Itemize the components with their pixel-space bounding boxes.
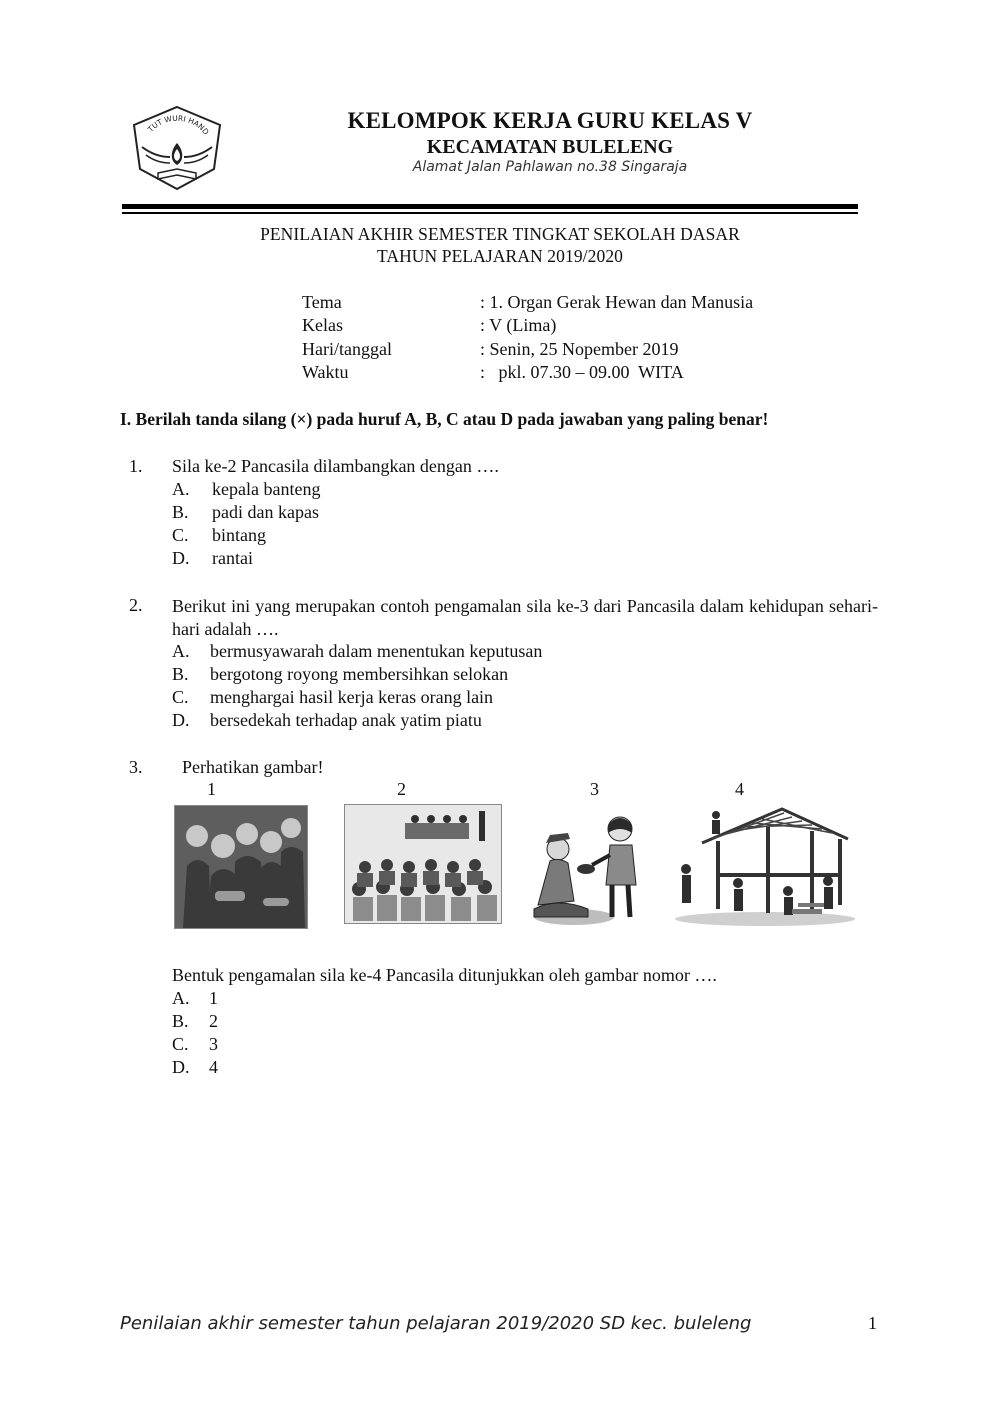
image-number-1: 1: [207, 779, 216, 799]
page-number: 1: [868, 1313, 877, 1333]
question-2-option-a-letter[interactable]: A.: [172, 641, 190, 661]
question-1-text: Sila ke-2 Pancasila dilambangkan dengan ….: [172, 456, 499, 476]
picture-3-giving-alms: [528, 805, 656, 927]
question-1-option-b-letter[interactable]: B.: [172, 502, 189, 522]
image-number-4: 4: [735, 779, 744, 799]
question-1-option-a[interactable]: kepala banteng: [212, 479, 321, 499]
question-2-option-c[interactable]: menghargai hasil kerja keras orang lain: [210, 687, 494, 707]
org-subtitle: KECAMATAN BULELENG: [426, 136, 674, 158]
question-3-option-d-letter[interactable]: D.: [172, 1057, 190, 1077]
question-3-followup: Bentuk pengamalan sila ke-4 Pancasila ditunjukkan oleh gambar nomor ….: [172, 965, 717, 985]
question-3-option-a[interactable]: 1: [209, 988, 218, 1008]
question-2-option-d-letter[interactable]: D.: [172, 710, 190, 730]
question-3-option-c[interactable]: 3: [209, 1034, 218, 1054]
question-1-option-c-letter[interactable]: C.: [172, 525, 189, 545]
picture-2-meeting: [344, 804, 502, 924]
question-2-option-d[interactable]: bersedekah terhadap anak yatim piatu: [210, 710, 482, 730]
header-divider-thin: [122, 212, 858, 214]
meta-value-hari: : Senin, 25 Nopember 2019: [480, 339, 679, 359]
question-3-option-d[interactable]: 4: [209, 1057, 218, 1077]
meta-value-waktu: : pkl. 07.30 – 09.00 WITA: [480, 362, 684, 382]
question-1-option-d[interactable]: rantai: [212, 548, 253, 568]
image-number-2: 2: [397, 779, 406, 799]
picture-1-group-people: [174, 805, 308, 929]
question-3-option-b-letter[interactable]: B.: [172, 1011, 189, 1031]
picture-4-house-building: [672, 805, 858, 927]
question-1-option-a-letter[interactable]: A.: [172, 479, 190, 499]
meta-label-hari: Hari/tanggal: [302, 339, 392, 359]
meta-label-tema: Tema: [302, 292, 342, 312]
question-1-option-c[interactable]: bintang: [212, 525, 266, 545]
question-3-option-b[interactable]: 2: [209, 1011, 218, 1031]
meta-label-waktu: Waktu: [302, 362, 349, 382]
meta-value-kelas: : V (Lima): [480, 315, 557, 335]
question-3-text: Perhatikan gambar!: [182, 757, 324, 777]
question-2-option-b-letter[interactable]: B.: [172, 664, 189, 684]
question-1-number: 1.: [129, 456, 143, 476]
exam-title: PENILAIAN AKHIR SEMESTER TINGKAT SEKOLAH DASAR: [260, 224, 740, 244]
question-2-option-b[interactable]: bergotong royong membersihkan selokan: [210, 664, 509, 684]
image-number-3: 3: [590, 779, 599, 799]
header-divider-thick: [122, 204, 858, 209]
question-3-number: 3.: [129, 757, 143, 777]
page-footer: Penilaian akhir semester tahun pelajaran 2019/2020 SD kec. buleleng: [120, 1313, 752, 1334]
question-1-option-b[interactable]: padi dan kapas: [212, 502, 319, 522]
question-2-option-a[interactable]: bermusyawarah dalam menentukan keputusan: [210, 641, 543, 661]
section-instruction: I. Berilah tanda silang (×) pada huruf A, B, C atau D pada jawaban yang paling benar!: [120, 409, 769, 429]
question-2-number: 2.: [129, 595, 143, 615]
question-2-text: Berikut ini yang merupakan contoh pengamalan sila ke-3 dari Pancasila dalam kehidupan sehari-hari adalah ….: [172, 596, 878, 639]
org-address: Alamat Jalan Pahlawan no.38 Singaraja: [412, 159, 688, 175]
question-1-option-d-letter[interactable]: D.: [172, 548, 190, 568]
question-2-option-c-letter[interactable]: C.: [172, 687, 189, 707]
question-3-option-c-letter[interactable]: C.: [172, 1034, 189, 1054]
meta-value-tema: : 1. Organ Gerak Hewan dan Manusia: [480, 292, 754, 312]
meta-label-kelas: Kelas: [302, 315, 343, 335]
question-3-option-a-letter[interactable]: A.: [172, 988, 190, 1008]
org-title: KELOMPOK KERJA GURU KELAS V: [347, 108, 753, 133]
tut-wuri-handayani-logo: [128, 103, 226, 193]
svg-text:TUT WURI HANDAYANI: TUT WURI HAND: [146, 113, 211, 137]
exam-year: TAHUN PELAJARAN 2019/2020: [376, 246, 624, 266]
